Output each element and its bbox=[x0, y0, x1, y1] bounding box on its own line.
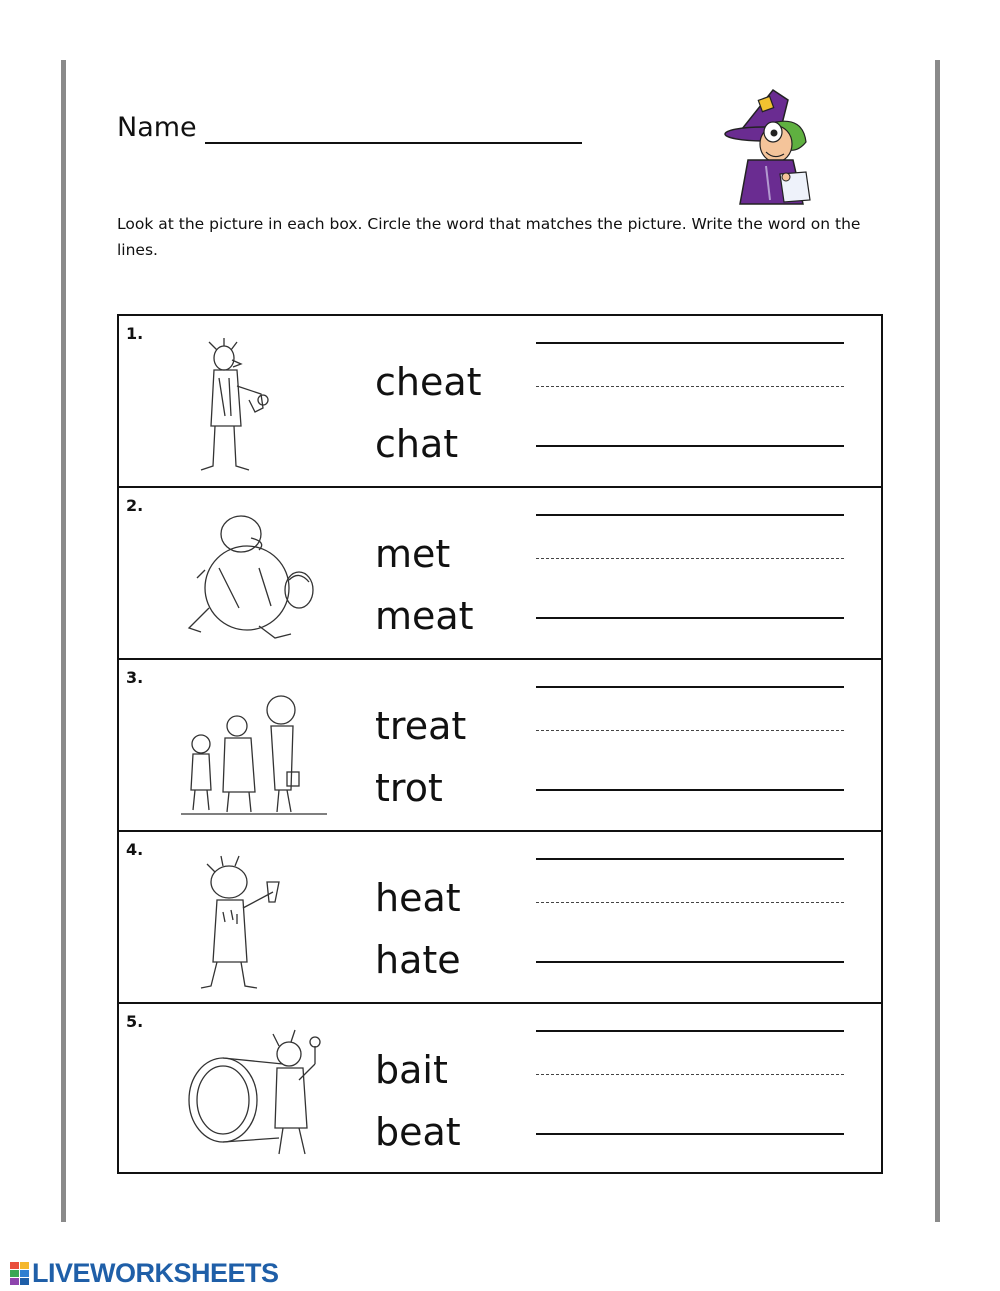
writing-line-middle bbox=[536, 558, 844, 559]
worksheet-row-3 bbox=[119, 660, 881, 832]
writing-line-top[interactable] bbox=[536, 858, 844, 860]
name-input-line[interactable] bbox=[205, 112, 582, 144]
writing-line-top[interactable] bbox=[536, 1030, 844, 1032]
word-option[interactable]: meat bbox=[375, 594, 474, 638]
writing-line-top[interactable] bbox=[536, 342, 844, 344]
word-option[interactable]: chat bbox=[375, 422, 459, 466]
row-number: 2. bbox=[126, 496, 144, 515]
worksheet-table bbox=[117, 314, 883, 1174]
row-number: 1. bbox=[126, 324, 144, 343]
man-cheating-illustration bbox=[179, 336, 329, 476]
writing-line-bottom[interactable] bbox=[536, 445, 844, 447]
witch-illustration bbox=[718, 82, 818, 207]
name-row bbox=[117, 112, 582, 144]
word-option[interactable]: cheat bbox=[375, 360, 482, 404]
liveworksheets-logo-icon bbox=[10, 1262, 30, 1286]
writing-line-top[interactable] bbox=[536, 686, 844, 688]
writing-line-bottom[interactable] bbox=[536, 789, 844, 791]
word-option[interactable]: hate bbox=[375, 938, 461, 982]
name-label: Name bbox=[117, 112, 197, 143]
word-option[interactable]: met bbox=[375, 532, 451, 576]
liveworksheets-logo[interactable] bbox=[10, 1258, 279, 1289]
writing-line-middle bbox=[536, 1074, 844, 1075]
word-option[interactable]: trot bbox=[375, 766, 443, 810]
writing-line-top[interactable] bbox=[536, 514, 844, 516]
worksheet-row-2 bbox=[119, 488, 881, 660]
instructions-text: Look at the picture in each box. Circle the word that matches the picture. Write the word on the lines. bbox=[117, 215, 861, 259]
word-option[interactable]: bait bbox=[375, 1048, 448, 1092]
row-number: 5. bbox=[126, 1012, 144, 1031]
drummer-illustration bbox=[179, 1024, 329, 1164]
word-option[interactable]: beat bbox=[375, 1110, 461, 1154]
writing-line-middle bbox=[536, 730, 844, 731]
worksheet-row-1 bbox=[119, 316, 881, 488]
man-with-meat-illustration bbox=[179, 508, 329, 648]
worksheet-row-4 bbox=[119, 832, 881, 1004]
word-option[interactable]: heat bbox=[375, 876, 461, 920]
logo-text: LIVEWORKSHEETS bbox=[32, 1258, 279, 1288]
writing-line-bottom[interactable] bbox=[536, 617, 844, 619]
trick-or-treat-illustration bbox=[179, 680, 329, 820]
writing-line-bottom[interactable] bbox=[536, 1133, 844, 1135]
writing-line-middle bbox=[536, 386, 844, 387]
row-number: 3. bbox=[126, 668, 144, 687]
hot-man-illustration bbox=[179, 852, 329, 992]
writing-line-bottom[interactable] bbox=[536, 961, 844, 963]
page-border-right bbox=[935, 60, 940, 1222]
word-option[interactable]: treat bbox=[375, 704, 467, 748]
writing-line-middle bbox=[536, 902, 844, 903]
page-border-left bbox=[61, 60, 66, 1222]
row-number: 4. bbox=[126, 840, 144, 859]
worksheet-row-5 bbox=[119, 1004, 881, 1176]
